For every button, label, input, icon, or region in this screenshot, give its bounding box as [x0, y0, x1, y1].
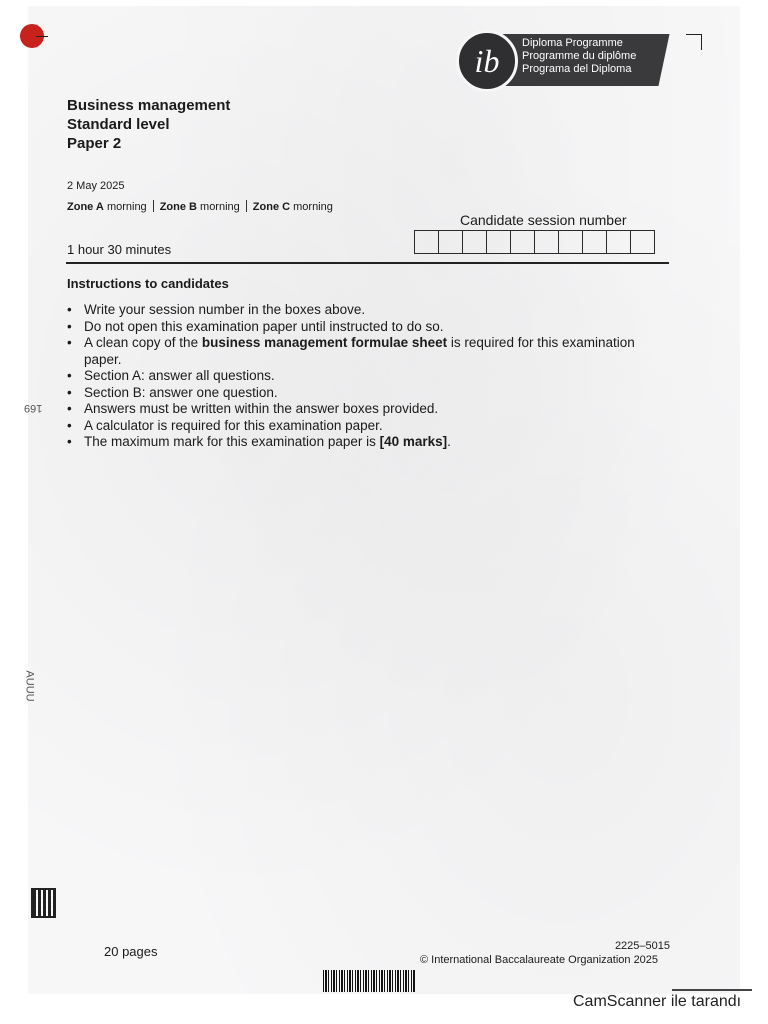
session-digit-box[interactable] — [630, 230, 655, 254]
instruction-text: Write your session number in the boxes above. — [84, 302, 366, 317]
session-digit-box[interactable] — [606, 230, 631, 254]
zone-c-session: morning — [293, 201, 333, 213]
instructions-title: Instructions to candidates — [67, 276, 229, 291]
instruction-item — [67, 401, 667, 418]
level-title: Standard level — [67, 116, 170, 133]
zones-line — [67, 200, 333, 213]
session-digit-box[interactable] — [534, 230, 559, 254]
instruction-text: Do not open this examination paper until instructed to do so. — [84, 318, 444, 334]
instruction-text: is required for this examination paper. — [84, 335, 635, 367]
session-digit-box[interactable] — [510, 230, 535, 254]
candidate-session-boxes[interactable] — [415, 230, 655, 254]
scanner-watermark: CamScanner ile tarandı — [573, 993, 742, 1010]
candidate-session-label: Candidate session number — [460, 212, 627, 228]
page-count: 20 pages — [104, 944, 158, 959]
crop-mark-top-right — [686, 34, 702, 50]
session-digit-box[interactable] — [414, 230, 439, 254]
instruction-item — [67, 434, 667, 451]
paper-code: 2225–5015 — [614, 940, 670, 952]
subject-title: Business management — [67, 97, 231, 114]
instruction-text: . — [447, 434, 451, 449]
datamatrix-code — [31, 888, 56, 918]
paper-title — [67, 96, 230, 153]
session-digit-box[interactable] — [486, 230, 511, 254]
instruction-text: A clean copy of the — [84, 335, 202, 350]
ib-logo — [456, 30, 666, 90]
instruction-item — [67, 385, 667, 402]
header-divider — [66, 262, 669, 264]
instruction-text: A calculator is required for this examination paper. — [84, 417, 383, 433]
session-digit-box[interactable] — [558, 230, 583, 254]
logo-text — [522, 37, 636, 76]
instruction-text: Section A: answer all questions. — [84, 368, 275, 383]
formulae-sheet-emphasis: business management formulae sheet — [201, 335, 448, 350]
paper-number: Paper 2 — [67, 135, 122, 152]
instruction-item — [67, 418, 667, 435]
margin-code-bottom: AUUU — [23, 670, 36, 702]
margin-code-top: 169 — [24, 402, 43, 414]
ib-emblem-icon — [456, 30, 518, 92]
max-marks-emphasis: [40 marks] — [379, 434, 448, 449]
logo-line-1: Diploma Programme — [522, 37, 623, 49]
zone-b-session: morning — [200, 201, 240, 213]
copyright-notice: © International Baccalaureate Organization 2025 — [420, 954, 659, 966]
instruction-item — [67, 368, 667, 385]
exam-paper-sheet — [28, 6, 740, 994]
zone-c-label: Zone C — [252, 201, 291, 213]
session-digit-box[interactable] — [438, 230, 463, 254]
zone-b-label: Zone B — [159, 201, 197, 213]
svg-text:ib: ib — [474, 43, 500, 79]
logo-line-3: Programa del Diploma — [522, 63, 632, 75]
instruction-item — [67, 335, 667, 368]
zone-a-session: morning — [106, 201, 147, 213]
instruction-text: The maximum mark for this examination paper is — [84, 434, 380, 449]
crop-mark-top-left — [36, 36, 48, 37]
exam-duration: 1 hour 30 minutes — [67, 242, 172, 257]
instruction-text: Answers must be written within the answer boxes provided. — [84, 401, 439, 416]
scanner-divider — [672, 989, 752, 991]
instructions-list — [67, 302, 667, 451]
instruction-text: Section B: answer one question. — [84, 384, 278, 400]
session-digit-box[interactable] — [462, 230, 487, 254]
session-digit-box[interactable] — [582, 230, 607, 254]
barcode — [323, 970, 415, 992]
zone-a-label: Zone A — [67, 201, 104, 213]
instruction-item — [67, 302, 667, 319]
exam-date: 2 May 2025 — [67, 180, 125, 192]
logo-line-2: Programme du diplôme — [522, 50, 637, 62]
instruction-item — [67, 319, 667, 336]
